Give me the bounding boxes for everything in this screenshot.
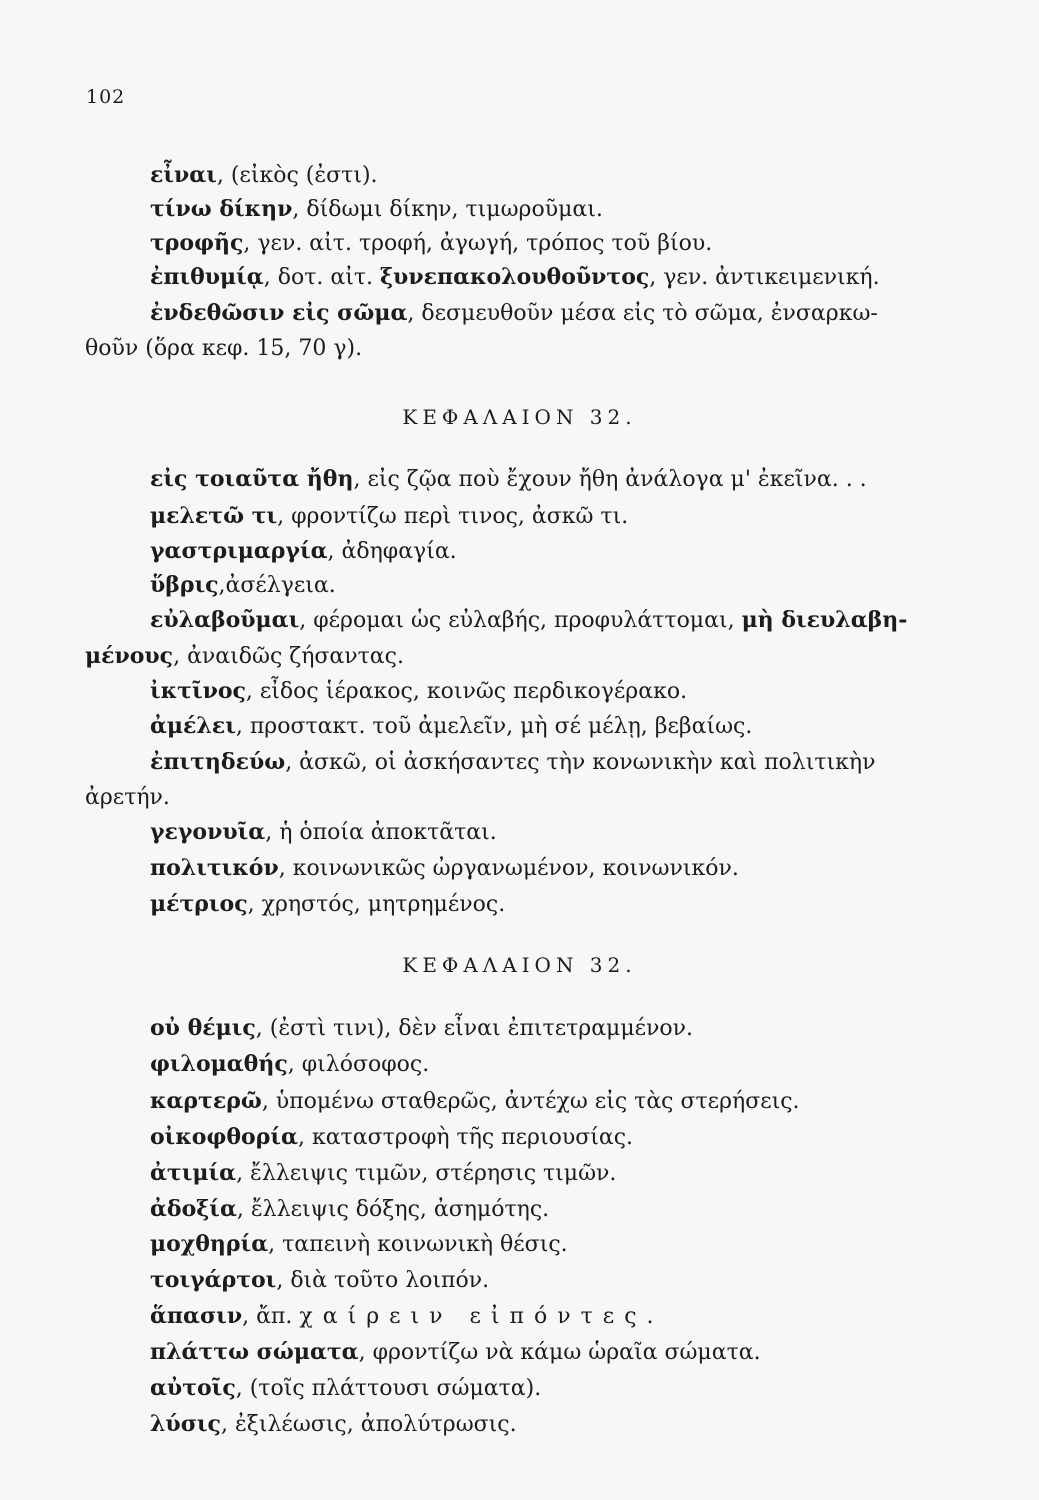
entry-gloss: , ταπεινὴ κοινωνικὴ θέσις. <box>268 1232 568 1257</box>
entry-headword: ἀτιμία <box>150 1160 237 1186</box>
entry-gloss: θοῦν (ὅρα κεφ. 15, 70 γ). <box>85 336 363 361</box>
entry-headword: μοχθηρία <box>150 1231 269 1257</box>
entry-line <box>150 817 497 848</box>
entry-headword-2: μὴ διευλαβη- <box>741 607 908 633</box>
entry-headword: μέτριος <box>150 891 248 917</box>
entry-gloss: , εἶδος ἱέρακος, κοινῶς περδικογέρακο. <box>245 679 688 704</box>
entry-line <box>150 536 457 567</box>
entry-gloss: , δίδωμι δίκην, τιμωροῦμαι. <box>292 197 603 222</box>
entry-line <box>150 1049 429 1080</box>
entry-gloss: , (ἐστὶ τινι), δὲν εἶναι ἐπιτετραμμένον. <box>255 1016 694 1041</box>
entry-headword: ἀδοξία <box>150 1196 237 1222</box>
entry-line <box>150 1013 693 1044</box>
entry-gloss: , ὑπομένω σταθερῶς, ἀντέχω εἰς τὰς στερήσεις. <box>261 1089 800 1114</box>
entry-continuation <box>85 641 404 672</box>
entry-gloss: , φιλόσοφος. <box>287 1052 430 1077</box>
entry-headword: οὐ θέμις <box>150 1015 256 1041</box>
entry-headword-2: ξυνεπακολουθοῦντος <box>380 264 650 290</box>
entry-headword: εἶναι <box>150 162 217 188</box>
entry-headword: τροφῆς <box>150 230 244 256</box>
entry-gloss: , δεσμευθοῦν μέσα εἰς τὸ σῶμα, ἐνσαρκω- <box>407 301 878 326</box>
entry-gloss-2: , γεν. ἀντικειμενική. <box>649 265 880 290</box>
entry-headword: μελετῶ τι <box>150 503 278 529</box>
entry-gloss: , (τοῖς πλάττουσι σώματα). <box>235 1376 542 1401</box>
entry-continuation <box>85 334 362 364</box>
entry-headword: ἐπιτηδεύω <box>150 749 286 775</box>
entry-line <box>150 711 752 742</box>
entry-gloss: , εἰς ζῷα ποὺ ἔχουν ἤθη ἀνάλογα μ' ἐκεῖνα. . . <box>353 467 867 492</box>
entry-gloss: , φροντίζω περὶ τινος, ἀσκῶ τι. <box>277 504 629 529</box>
entry-line <box>150 1194 549 1225</box>
chapter-heading: ΚΕΦΑΛΑΙΟΝ 32. <box>402 405 637 429</box>
entry-gloss: , ἄπ. <box>242 1304 300 1329</box>
entry-gloss: , ἔλλειψις δόξης, ἀσημότης. <box>236 1197 550 1222</box>
entry-line <box>150 160 378 191</box>
entry-line <box>150 853 739 884</box>
entry-gloss: , ἀδηφαγία. <box>327 539 457 564</box>
entry-line <box>150 605 907 636</box>
entry-gloss: , ἔλλειψις τιμῶν, στέρησις τιμῶν. <box>236 1161 617 1186</box>
entry-headword: μένους <box>85 643 174 669</box>
entry-line <box>150 228 712 259</box>
entry-headword: καρτερῶ <box>150 1088 262 1114</box>
entry-headword: γεγονυῖα <box>150 819 266 845</box>
entry-headword: γαστριμαργία <box>150 538 328 564</box>
entry-headword: ἅπασιν <box>150 1303 243 1329</box>
entry-headword: ἰκτῖνος <box>150 678 246 704</box>
entry-headword: οἰκοφθορία <box>150 1124 298 1150</box>
entry-line <box>150 194 603 225</box>
entry-line <box>150 262 880 293</box>
entry-line <box>150 889 505 920</box>
entry-gloss: , ἀναιδῶς ζήσαντας. <box>173 644 404 669</box>
entry-gloss: , προστακτ. τοῦ ἀμελεῖν, μὴ σέ μέλῃ, βεβαίως. <box>235 714 753 739</box>
entry-line <box>150 1337 761 1368</box>
entry-line <box>150 1229 568 1260</box>
entry-gloss: , γεν. αἰτ. τροφή, ἀγωγή, τρόπος τοῦ βίου. <box>243 231 713 256</box>
page-number: 102 <box>86 86 126 108</box>
entry-gloss: , φροντίζω νὰ κάμω ὡραῖα σώματα. <box>358 1340 761 1365</box>
entry-gloss: , δοτ. αἰτ. <box>263 265 381 290</box>
entry-headword: πολιτικόν <box>150 855 279 881</box>
entry-headword: πλάττω σώματα <box>150 1339 359 1365</box>
entry-headword: ὕβρις <box>150 572 219 598</box>
entry-headword: αὐτοῖς <box>150 1375 236 1401</box>
entry-line <box>150 570 336 601</box>
entry-line <box>150 1122 633 1153</box>
entry-continuation <box>85 783 170 813</box>
entry-line <box>150 1086 800 1117</box>
entry-line <box>150 501 628 532</box>
entry-gloss: ,ἀσέλγεια. <box>218 573 336 598</box>
entry-gloss: , (εἰκὸς (ἐστι). <box>216 163 378 188</box>
entry-headword: τίνω δίκην <box>150 196 293 222</box>
entry-headword: εὐλαβοῦμαι <box>150 607 300 633</box>
entry-gloss-spaced: χαίρειν εἰπόντες. <box>299 1304 664 1329</box>
entry-headword: λύσις <box>150 1411 221 1437</box>
entry-gloss: , χρηστός, μητρημένος. <box>247 892 506 917</box>
entry-headword: ἐνδεθῶσιν εἰς σῶμα <box>150 300 408 326</box>
entry-headword: εἰς τοιαῦτα ἤθη <box>150 466 354 492</box>
entry-line <box>150 676 687 707</box>
entry-line <box>150 747 875 778</box>
entry-line <box>150 1301 664 1332</box>
entry-line <box>150 298 878 329</box>
entry-line <box>150 1158 616 1189</box>
entry-line <box>150 1409 517 1440</box>
entry-headword: ἐπιθυμίᾳ <box>150 264 264 290</box>
entry-line <box>150 464 867 495</box>
entry-gloss: , διὰ τοῦτο λοιπόν. <box>276 1268 490 1293</box>
entry-gloss: , καταστροφὴ τῆς περιουσίας. <box>297 1125 634 1150</box>
entry-gloss: , ἐξιλέωσις, ἀπολύτρωσις. <box>220 1412 517 1437</box>
entry-gloss: , ἡ ὁποία ἀποκτᾶται. <box>265 820 497 845</box>
chapter-heading: ΚΕΦΑΛΑΙΟΝ 32. <box>402 953 637 977</box>
entry-gloss: , ἀσκῶ, οἱ ἀσκήσαντες τὴν κονωνικὴν καὶ πολιτικὴν <box>285 750 876 775</box>
entry-gloss: , κοινωνικῶς ὠργανωμένον, κοινωνικόν. <box>278 856 739 881</box>
entry-headword: ἀμέλει <box>150 713 236 739</box>
entry-headword: φιλομαθής <box>150 1051 288 1077</box>
entry-line <box>150 1373 541 1404</box>
entry-gloss: , φέρομαι ὡς εὐλαβής, προφυλάττομαι, <box>299 608 742 633</box>
entry-gloss: ἀρετήν. <box>85 785 170 810</box>
entry-headword: τοιγάρτοι <box>150 1267 277 1293</box>
entry-line <box>150 1265 489 1296</box>
